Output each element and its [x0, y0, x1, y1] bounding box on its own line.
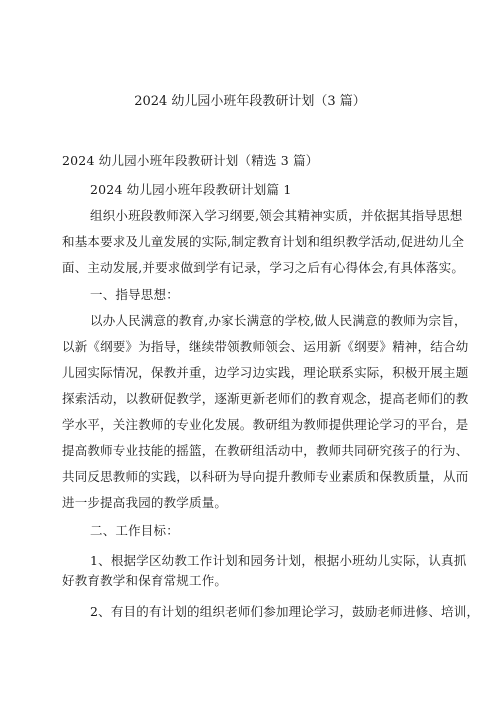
guiding-line: 以办人民满意的教育,办家长满意的学校,做人民满意的教师为宗旨， — [90, 313, 467, 328]
intro-line: 和基本要求及儿童发展的实际,制定教育计划和组织教学活动,促进幼儿全 — [62, 234, 465, 249]
document-subtitle: 2024 幼儿园小班年段教研计划（精选 3 篇） — [62, 153, 319, 168]
guiding-line: 提高教师专业技能的摇篮，在教研组活动中，教师共同研究孩子的行为、 — [62, 443, 469, 458]
guiding-line: 儿园实际情况，保教并重，边学习边实践，理论联系实际，积极开展主题 — [62, 365, 469, 380]
guiding-line: 探索活动，以教研促教学，逐渐更新老师们的教育观念，提高老师们的教 — [62, 391, 469, 406]
document-title: 2024 幼儿园小班年段教研计划（3 篇） — [134, 94, 366, 109]
goals-line: 2、有目的有计划的组织老师们参加理论学习，鼓励老师进修、培训， — [90, 604, 480, 619]
guiding-line: 共同反思教师的实践，以科研为导向提升教师专业素质和保教质量，从而 — [62, 469, 469, 484]
guiding-line: 学水平，关注教师的专业化发展。教研组为教师提供理论学习的平台，是 — [62, 417, 469, 432]
heading-work-goals: 二、工作目标： — [90, 523, 179, 538]
heading-guiding-ideology: 一、指导思想： — [90, 287, 179, 302]
guiding-line: 进一步提高我园的教学质量。 — [62, 495, 228, 510]
goals-line: 好教育教学和保育常规工作。 — [62, 573, 228, 588]
intro-line: 面、主动发展,并要求做到学有记录，学习之后有心得体会,有具体落实。 — [62, 260, 465, 275]
section-title: 2024 幼儿园小班年段教研计划篇 1 — [90, 182, 292, 197]
goals-line: 1、根据学区幼教工作计划和园务计划，根据小班幼儿实际，认真抓 — [90, 553, 467, 568]
intro-line: 组织小班段教师深入学习纲要,领会其精神实质，并依据其指导思想 — [90, 208, 463, 223]
guiding-line: 以新《纲要》为指导，继续带领教师领会、运用新《纲要》精神，结合幼 — [62, 339, 469, 354]
